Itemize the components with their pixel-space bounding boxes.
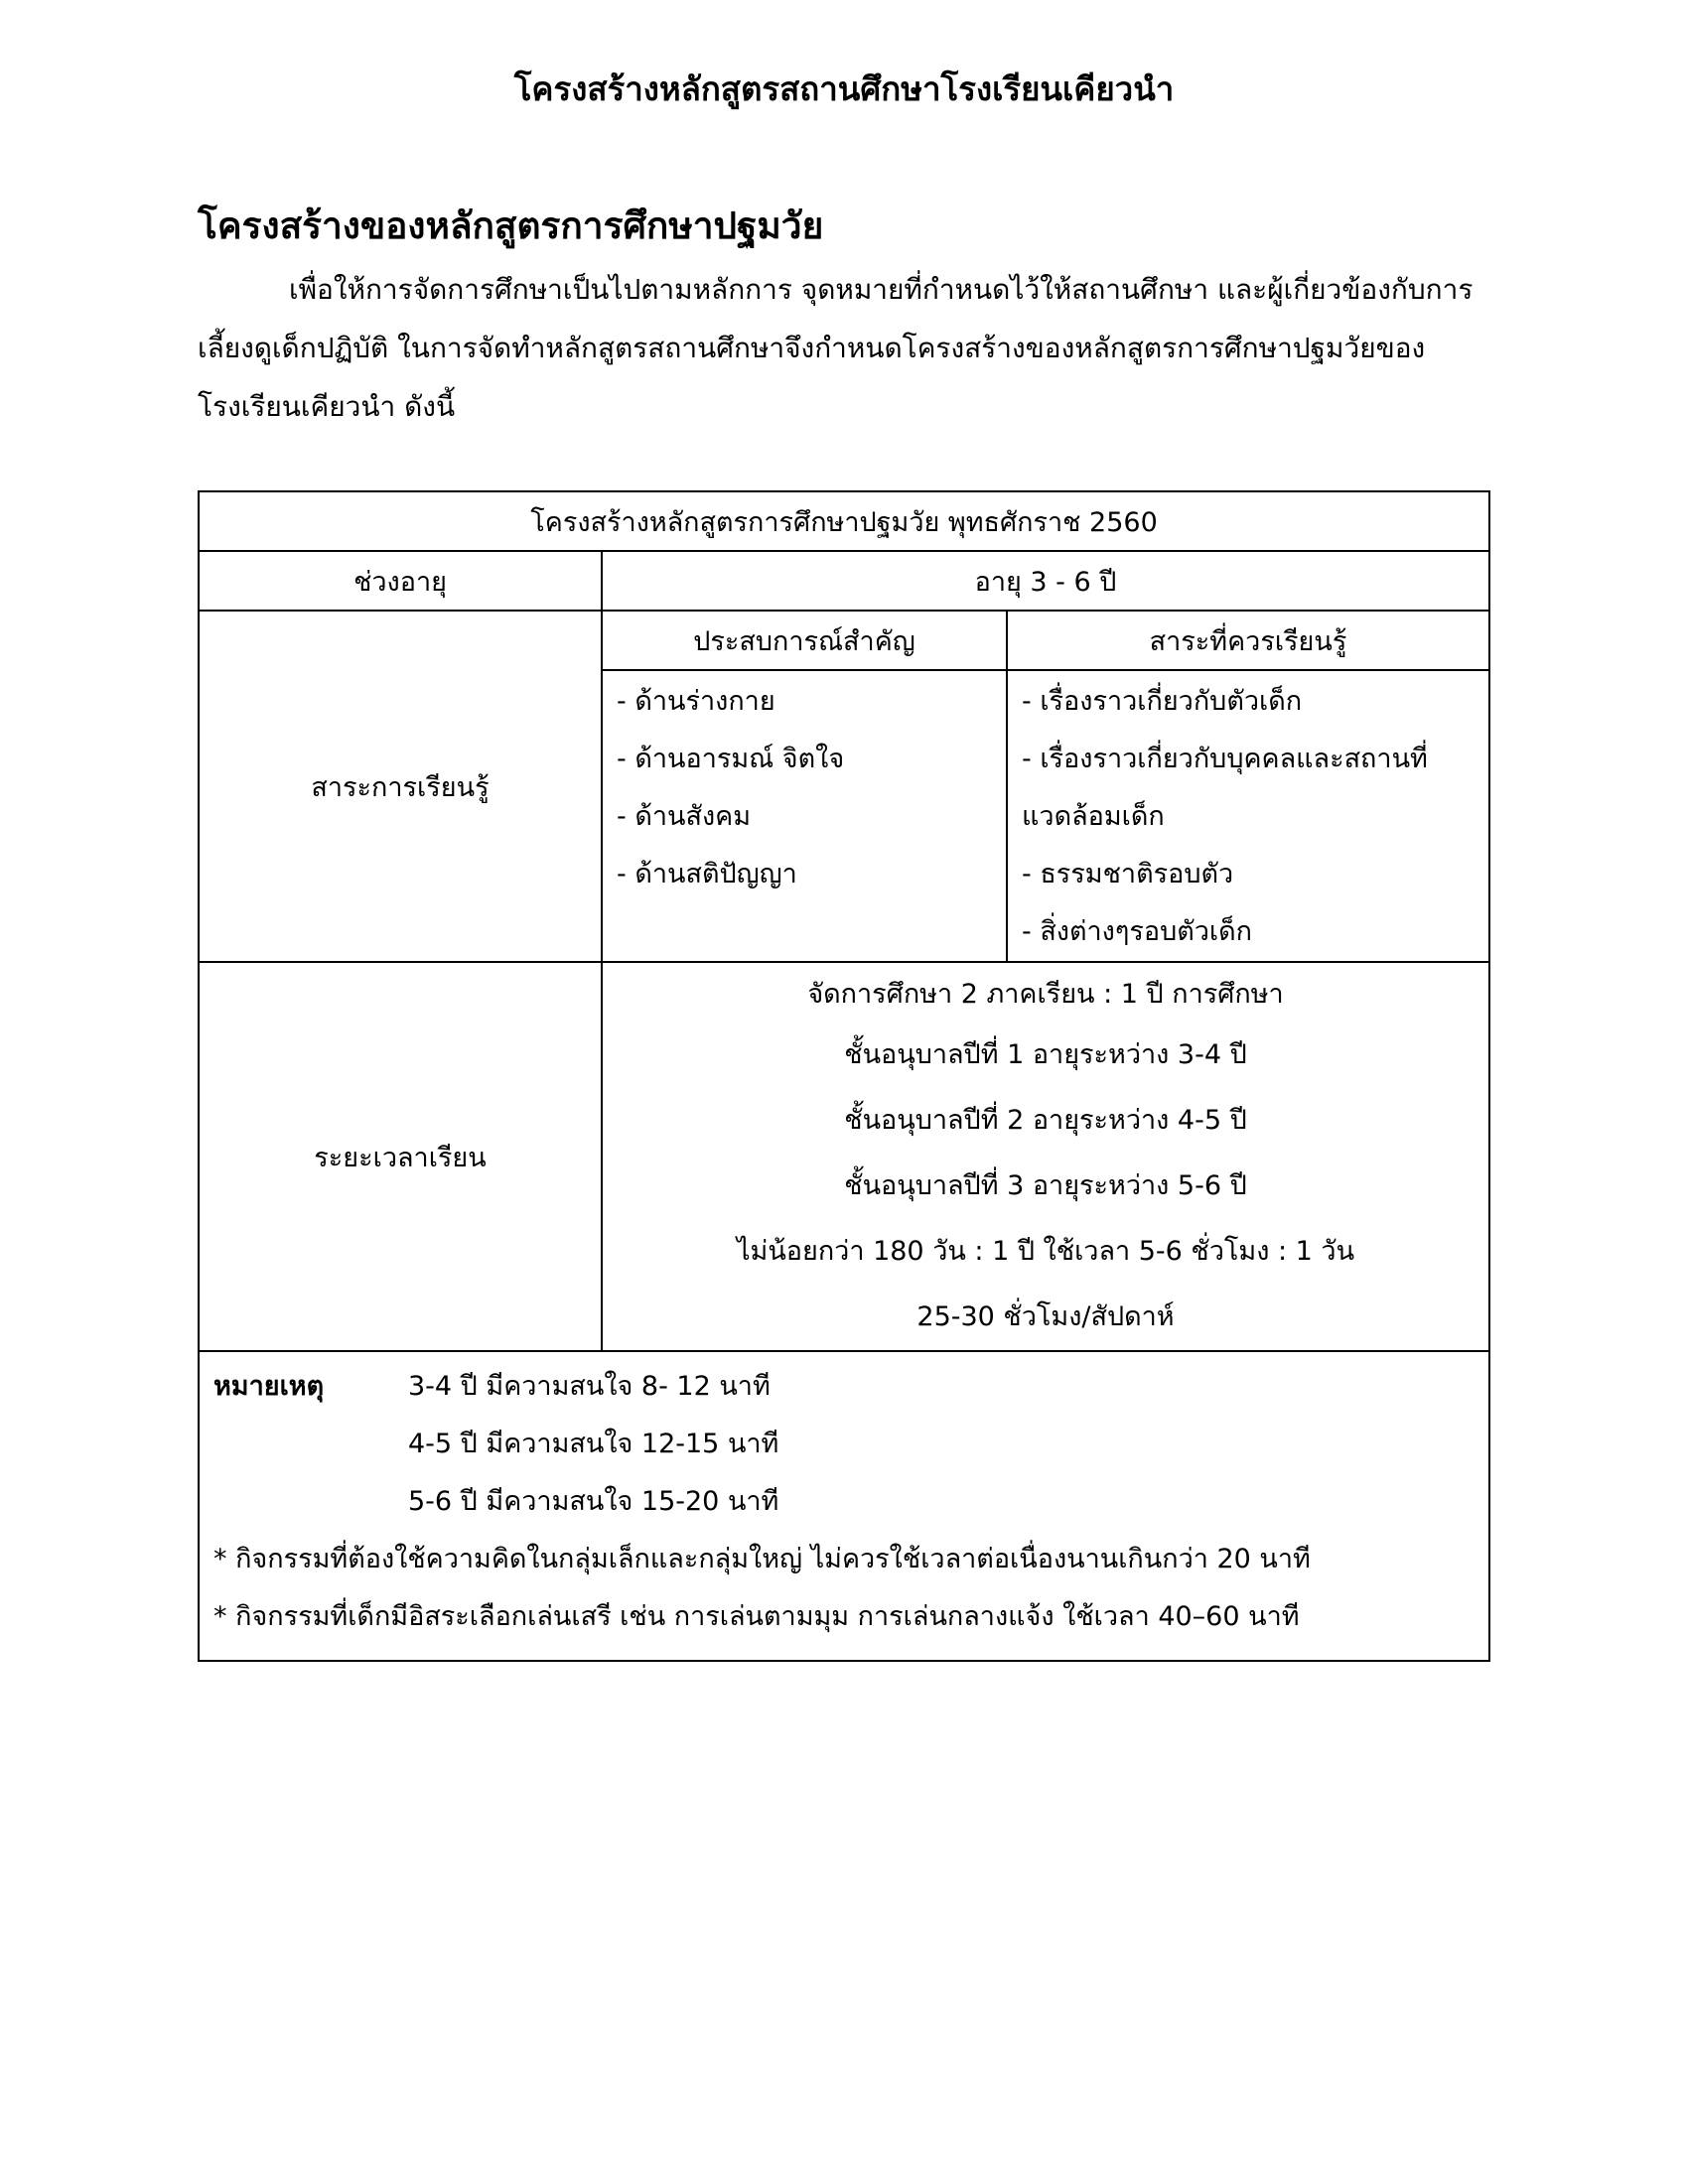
list-item: - สิ่งต่างๆรอบตัวเด็ก — [1022, 916, 1253, 947]
note-line — [213, 1416, 1488, 1473]
content-label: สาระการเรียนรู้ — [199, 611, 602, 962]
experience-header: ประสบการณ์สำคัญ — [602, 611, 1007, 670]
section-heading: โครงสร้างของหลักสูตรการศึกษาปฐมวัย — [198, 205, 824, 247]
table-title: โครงสร้างหลักสูตรการศึกษาปฐมวัย พุทธศักราช 2560 — [199, 491, 1489, 551]
note-text: 4-5 ปี มีความสนใจ 12-15 นาที — [408, 1429, 779, 1459]
curriculum-structure-table — [198, 490, 1490, 1662]
note-line — [213, 1358, 1488, 1416]
subject-header: สาระที่ควรเรียนรู้ — [1007, 611, 1489, 670]
note-bullet: * กิจกรรมที่เด็กมีอิสระเลือกเล่นเสรี เช่น การเล่นตามมุม การเล่นกลางแจ้ง ใช้เวลา 40–60 นาที — [213, 1601, 1300, 1632]
note-text: 3-4 ปี มีความสนใจ 8- 12 นาที — [408, 1371, 771, 1402]
duration-details — [602, 962, 1489, 1351]
table-row — [199, 551, 1489, 611]
duration-line: ไม่น้อยกว่า 180 วัน : 1 ปี ใช้เวลา 5-6 ชั่วโมง : 1 วัน — [736, 1236, 1355, 1267]
duration-line: ชั้นอนุบาลปีที่ 3 อายุระหว่าง 5-6 ปี — [844, 1170, 1247, 1201]
experience-list — [602, 670, 1007, 962]
duration-line: 25-30 ชั่วโมง/สัปดาห์ — [916, 1301, 1175, 1332]
duration-line: ชั้นอนุบาลปีที่ 1 อายุระหว่าง 3-4 ปี — [844, 1039, 1247, 1070]
table-row — [199, 962, 1489, 1351]
list-item: - ด้านร่างกาย — [617, 686, 775, 717]
intro-paragraph — [198, 260, 1488, 436]
intro-line: เพื่อให้การจัดการศึกษาเป็นไปตามหลักการ จุดหมายที่กำหนดไว้ให้สถานศึกษา และผู้เกี่ยวข้องกับการ — [289, 273, 1474, 306]
subject-list — [1007, 670, 1489, 962]
list-item: แวดล้อมเด็ก — [1022, 801, 1165, 832]
list-item: - ธรรมชาติรอบตัว — [1022, 859, 1234, 889]
list-item: - ด้านสังคม — [617, 801, 751, 832]
duration-line: ชั้นอนุบาลปีที่ 2 อายุระหว่าง 4-5 ปี — [844, 1105, 1247, 1136]
intro-line: เลี้ยงดูเด็กปฏิบัติ ในการจัดทำหลักสูตรสถานศึกษาจึงกำหนดโครงสร้างของหลักสูตรการศึกษาปฐมวัยของ — [198, 332, 1426, 364]
duration-line: จัดการศึกษา 2 ภาคเรียน : 1 ปี การศึกษา — [807, 979, 1284, 1010]
duration-label: ระยะเวลาเรียน — [199, 962, 602, 1351]
age-value: อายุ 3 - 6 ปี — [602, 551, 1489, 611]
page-title: โครงสร้างหลักสูตรสถานศึกษาโรงเรียนเคียวนำ — [513, 69, 1175, 108]
list-item: - เรื่องราวเกี่ยวกับตัวเด็ก — [1022, 686, 1303, 717]
table-row — [199, 1351, 1489, 1661]
list-item: - เรื่องราวเกี่ยวกับบุคคลและสถานที่ — [1022, 744, 1428, 774]
list-item: - ด้านอารมณ์ จิตใจ — [617, 744, 845, 774]
note-bullet: * กิจกรรมที่ต้องใช้ความคิดในกลุ่มเล็กและกลุ่มใหญ่ ไม่ควรใช้เวลาต่อเนื่องนานเกินกว่า 20 นาที — [213, 1544, 1311, 1574]
age-label: ช่วงอายุ — [199, 551, 602, 611]
table-row — [199, 611, 1489, 670]
table-row — [199, 491, 1489, 551]
note-cell — [199, 1351, 1489, 1661]
note-text: 5-6 ปี มีความสนใจ 15-20 นาที — [408, 1486, 779, 1517]
note-label: หมายเหตุ — [213, 1371, 325, 1402]
list-item: - ด้านสติปัญญา — [617, 859, 797, 889]
intro-line: โรงเรียนเคียวนำ ดังนี้ — [198, 390, 456, 423]
note-line — [213, 1473, 1488, 1531]
